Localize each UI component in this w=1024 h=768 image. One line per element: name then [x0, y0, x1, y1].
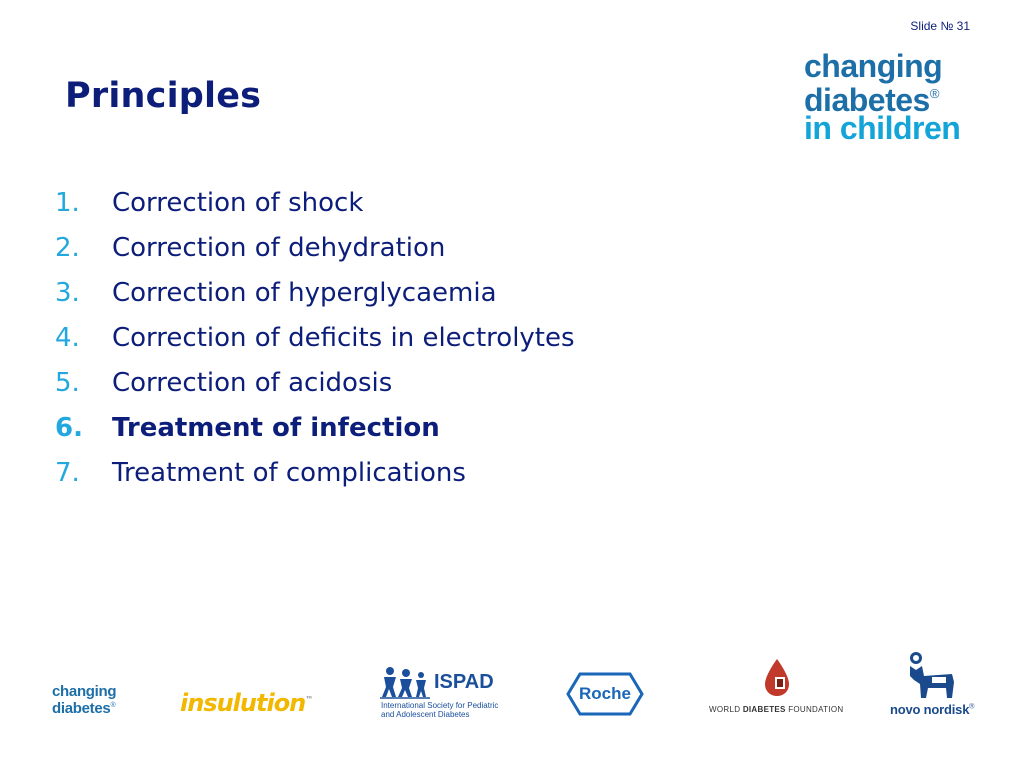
- apis-bull-icon: [902, 650, 962, 702]
- list-item: [55, 315, 575, 360]
- list-text: Correction of shock: [112, 187, 364, 218]
- ispad-figures-icon: [380, 665, 430, 699]
- list-number: 7.: [55, 457, 80, 488]
- list-number: 5.: [55, 367, 80, 398]
- list-text: Treatment of infection: [112, 412, 440, 443]
- list-number: 2.: [55, 232, 80, 263]
- principles-list: [55, 180, 575, 495]
- insulution-logo: insulution™: [180, 689, 313, 717]
- roche-logo: Roche: [566, 672, 644, 716]
- changing-diabetes-in-children-logo: [804, 48, 961, 146]
- list-text: Correction of acidosis: [112, 367, 393, 398]
- novo-nordisk-logo: novo nordisk®: [888, 650, 978, 720]
- list-number: 6.: [55, 412, 83, 443]
- list-text: Correction of dehydration: [112, 232, 446, 263]
- slide-number: Slide № 31: [910, 19, 970, 33]
- list-number: 1.: [55, 187, 80, 218]
- list-text: Treatment of complications: [112, 457, 466, 488]
- list-item: [55, 270, 575, 315]
- brand-line-3: in children: [804, 110, 961, 146]
- list-item: [55, 225, 575, 270]
- list-item: [55, 180, 575, 225]
- list-number: 4.: [55, 322, 80, 353]
- world-diabetes-foundation-logo: WORLD DIABETES FOUNDATION: [709, 657, 839, 717]
- list-number: 3.: [55, 277, 80, 308]
- list-item-highlighted: [55, 405, 575, 450]
- page-title: Principles: [65, 76, 262, 116]
- brand-line-1: changing: [804, 48, 943, 84]
- changing-diabetes-logo: changing diabetes®: [52, 683, 117, 717]
- list-text: Correction of hyperglycaemia: [112, 277, 497, 308]
- blood-drop-icon: [757, 657, 797, 697]
- list-item: [55, 360, 575, 405]
- list-text: Correction of deficits in electrolytes: [112, 322, 575, 353]
- brand-line-2: diabetes®: [804, 82, 939, 118]
- sponsor-logos-footer: [0, 645, 1024, 735]
- list-item: [55, 450, 575, 495]
- ispad-logo: ISPAD International Society for Pediatric and Adolescent Diabetes: [380, 665, 510, 725]
